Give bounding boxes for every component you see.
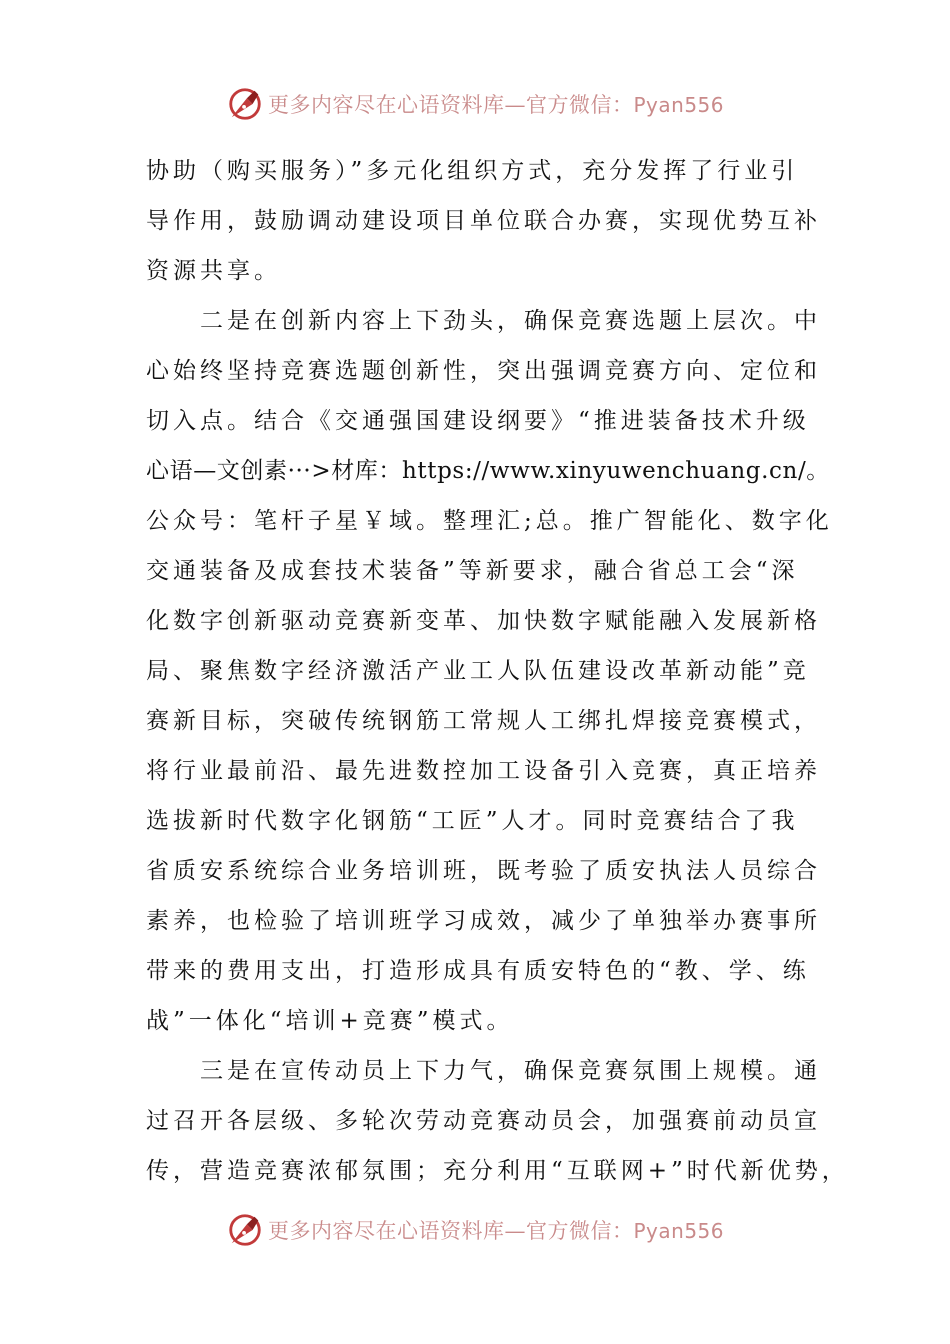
- document-body: [146, 146, 849, 1196]
- pen-nib-logo-icon: [226, 1211, 264, 1249]
- watermark-text: 更多内容尽在心语资料库—官方微信：Pyan556: [267, 93, 724, 117]
- body-line: 切入点。结合《交通强国建设纲要》“推进装备技术升级: [146, 408, 810, 434]
- body-line: 公众号：笔杆子星￥域。整理汇;总。推广智能化、数字化: [146, 508, 833, 534]
- body-line-url: 心语—文创素···>材库：https://www.xinyuwenchuang.cn/。: [146, 458, 830, 484]
- body-line: 素养，也检验了培训班学习成效，减少了单独举办赛事所: [146, 908, 821, 934]
- body-line: 资源共享。: [146, 258, 281, 284]
- body-line: 传，营造竞赛浓郁氛围；充分利用“互联网+”时代新优势，: [146, 1158, 849, 1184]
- body-line: 将行业最前沿、最先进数控加工设备引入竞赛，真正培养: [146, 758, 821, 784]
- body-line: 二是在创新内容上下劲头，确保竞赛选题上层次。中: [146, 308, 821, 334]
- body-line: 选拔新时代数字化钢筋“工匠”人才。同时竞赛结合了我: [146, 808, 799, 834]
- body-line: 交通装备及成套技术装备”等新要求，融合省总工会“深: [146, 558, 799, 584]
- body-line: 战”一体化“培训+竞赛”模式。: [146, 1008, 514, 1034]
- pen-nib-logo-icon: [226, 85, 264, 123]
- body-line: 心始终坚持竞赛选题创新性，突出强调竞赛方向、定位和: [146, 358, 821, 384]
- body-line: 导作用，鼓励调动建设项目单位联合办赛，实现优势互补: [146, 208, 821, 234]
- body-line: 化数字创新驱动竞赛新变革、加快数字赋能融入发展新格: [146, 608, 821, 634]
- body-line: 三是在宣传动员上下力气，确保竞赛氛围上规模。通: [146, 1058, 821, 1084]
- body-line: 带来的费用支出，打造形成具有质安特色的“教、学、练: [146, 958, 810, 984]
- body-line: 协助（购买服务）”多元化组织方式，充分发挥了行业引: [146, 158, 799, 184]
- body-line: 过召开各层级、多轮次劳动竞赛动员会，加强赛前动员宣: [146, 1108, 821, 1134]
- watermark-banner-bottom: [0, 1208, 950, 1252]
- body-line: 省质安系统综合业务培训班，既考验了质安执法人员综合: [146, 858, 821, 884]
- body-line: 赛新目标，突破传统钢筋工常规人工绑扎焊接竞赛模式，: [146, 708, 821, 734]
- body-line: 局、聚焦数字经济激活产业工人队伍建设改革新动能”竞: [146, 658, 810, 684]
- watermark-text: 更多内容尽在心语资料库—官方微信：Pyan556: [267, 1219, 724, 1243]
- watermark-banner-top: [0, 82, 950, 126]
